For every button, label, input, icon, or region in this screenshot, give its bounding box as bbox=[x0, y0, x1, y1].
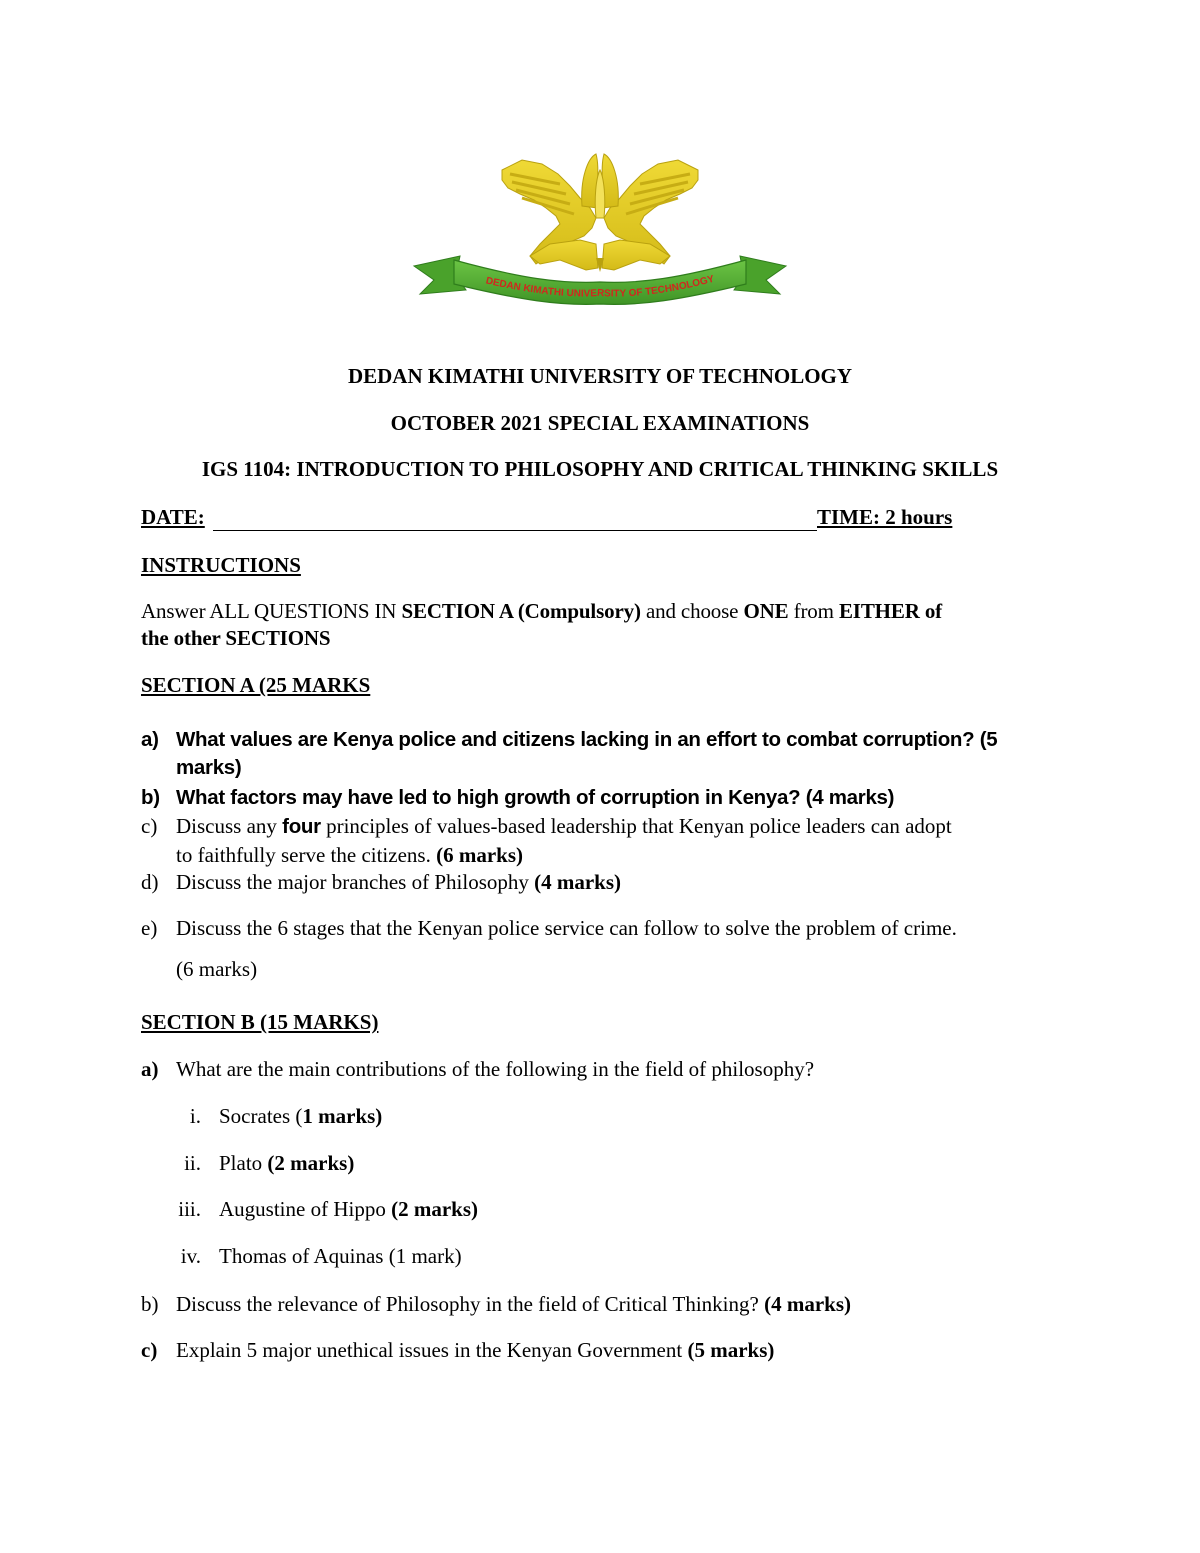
question-part: Discuss the 6 stages that the Kenyan police service can follow to solve the problem of crime. bbox=[176, 916, 957, 940]
question-marker: c) bbox=[141, 1338, 158, 1362]
roman-text bbox=[219, 1195, 478, 1223]
instructions-text bbox=[141, 598, 1071, 652]
roman-numeral: ii. bbox=[184, 1151, 201, 1175]
question-text bbox=[176, 868, 1071, 896]
section-b-heading: SECTION B (15 MARKS) bbox=[141, 1010, 379, 1034]
question-text bbox=[176, 726, 1071, 782]
question-text: What factors may have led to high growth of corruption in Kenya? (4 marks) bbox=[176, 786, 895, 809]
question-marker: e) bbox=[141, 916, 158, 940]
item-name: Plato bbox=[219, 1151, 268, 1175]
roman-numeral: i. bbox=[189, 1104, 201, 1128]
roman-numeral: iii. bbox=[178, 1197, 201, 1221]
university-logo bbox=[410, 148, 790, 310]
item-name: Socrates ( bbox=[219, 1104, 303, 1128]
question-part: principles of values-based leadership that Kenyan police leaders can adopt bbox=[320, 814, 952, 838]
question-marker: a) bbox=[141, 1057, 159, 1081]
question-part: Discuss the major branches of Philosophy bbox=[176, 870, 535, 894]
question-part: Discuss any bbox=[176, 814, 283, 838]
section-a-heading: SECTION A (25 MARKS bbox=[141, 673, 371, 697]
date-underline bbox=[213, 530, 817, 531]
roman-numeral: iv. bbox=[180, 1244, 201, 1268]
instructions-bold: EITHER of bbox=[838, 599, 943, 623]
question-marker: c) bbox=[141, 814, 158, 838]
instructions-part: and choose bbox=[640, 599, 744, 623]
item-name: Augustine of Hippo bbox=[219, 1197, 392, 1221]
question-text bbox=[176, 812, 1071, 869]
item-marks: 1 marks) bbox=[302, 1104, 383, 1128]
course-title: IGS 1104: INTRODUCTION TO PHILOSOPHY AND CRITICAL THINKING SKILLS bbox=[201, 457, 999, 481]
instructions-part: Answer ALL QUESTIONS IN bbox=[141, 599, 402, 623]
roman-text bbox=[219, 1242, 462, 1270]
exam-session: OCTOBER 2021 SPECIAL EXAMINATIONS bbox=[390, 411, 810, 435]
question-part: Explain 5 major unethical issues in the Kenyan Government bbox=[176, 1338, 688, 1362]
question-marker: d) bbox=[141, 870, 159, 894]
question-text: What are the main contributions of the following in the field of philosophy? bbox=[176, 1057, 815, 1081]
instructions-part: from bbox=[788, 599, 839, 623]
item-marks: (2 marks) bbox=[391, 1197, 478, 1221]
date-time-row bbox=[141, 505, 971, 533]
question-marks: (4 marks) bbox=[534, 870, 622, 894]
question-marks: (6 marks) bbox=[176, 957, 258, 981]
question-marks: (5 marks) bbox=[687, 1338, 775, 1362]
banner-text: DEDAN KIMATHI UNIVERSITY OF TECHNOLOGY bbox=[484, 273, 716, 300]
question-text bbox=[176, 908, 1071, 990]
question-text bbox=[176, 1290, 1071, 1318]
item-name: Thomas of Aquinas (1 mark) bbox=[219, 1244, 462, 1268]
question-line: marks) bbox=[176, 756, 242, 779]
question-part: to faithfully serve the citizens. bbox=[176, 843, 437, 867]
instructions-bold: the other SECTIONS bbox=[141, 626, 331, 650]
question-marker: a) bbox=[141, 728, 159, 751]
roman-text bbox=[219, 1102, 382, 1130]
instructions-bold: ONE bbox=[743, 599, 789, 623]
question-line: What values are Kenya police and citizens lacking in an effort to combat corruption? (5 bbox=[176, 728, 998, 751]
question-emphasis: four bbox=[282, 815, 321, 838]
instructions-heading: INSTRUCTIONS bbox=[141, 553, 301, 577]
question-text bbox=[176, 1336, 1071, 1364]
question-marker: b) bbox=[141, 1292, 159, 1316]
time-label: TIME: 2 hours bbox=[817, 505, 953, 529]
date-label: DATE: bbox=[141, 505, 205, 529]
university-name: DEDAN KIMATHI UNIVERSITY OF TECHNOLOGY bbox=[347, 364, 853, 388]
item-marks: (2 marks) bbox=[267, 1151, 355, 1175]
roman-text bbox=[219, 1149, 354, 1177]
question-marks: (6 marks) bbox=[436, 843, 523, 867]
instructions-bold: SECTION A (Compulsory) bbox=[401, 599, 641, 623]
question-part: Discuss the relevance of Philosophy in the field of Critical Thinking? bbox=[176, 1292, 765, 1316]
question-marker: b) bbox=[141, 786, 160, 809]
question-marks: (4 marks) bbox=[764, 1292, 851, 1316]
